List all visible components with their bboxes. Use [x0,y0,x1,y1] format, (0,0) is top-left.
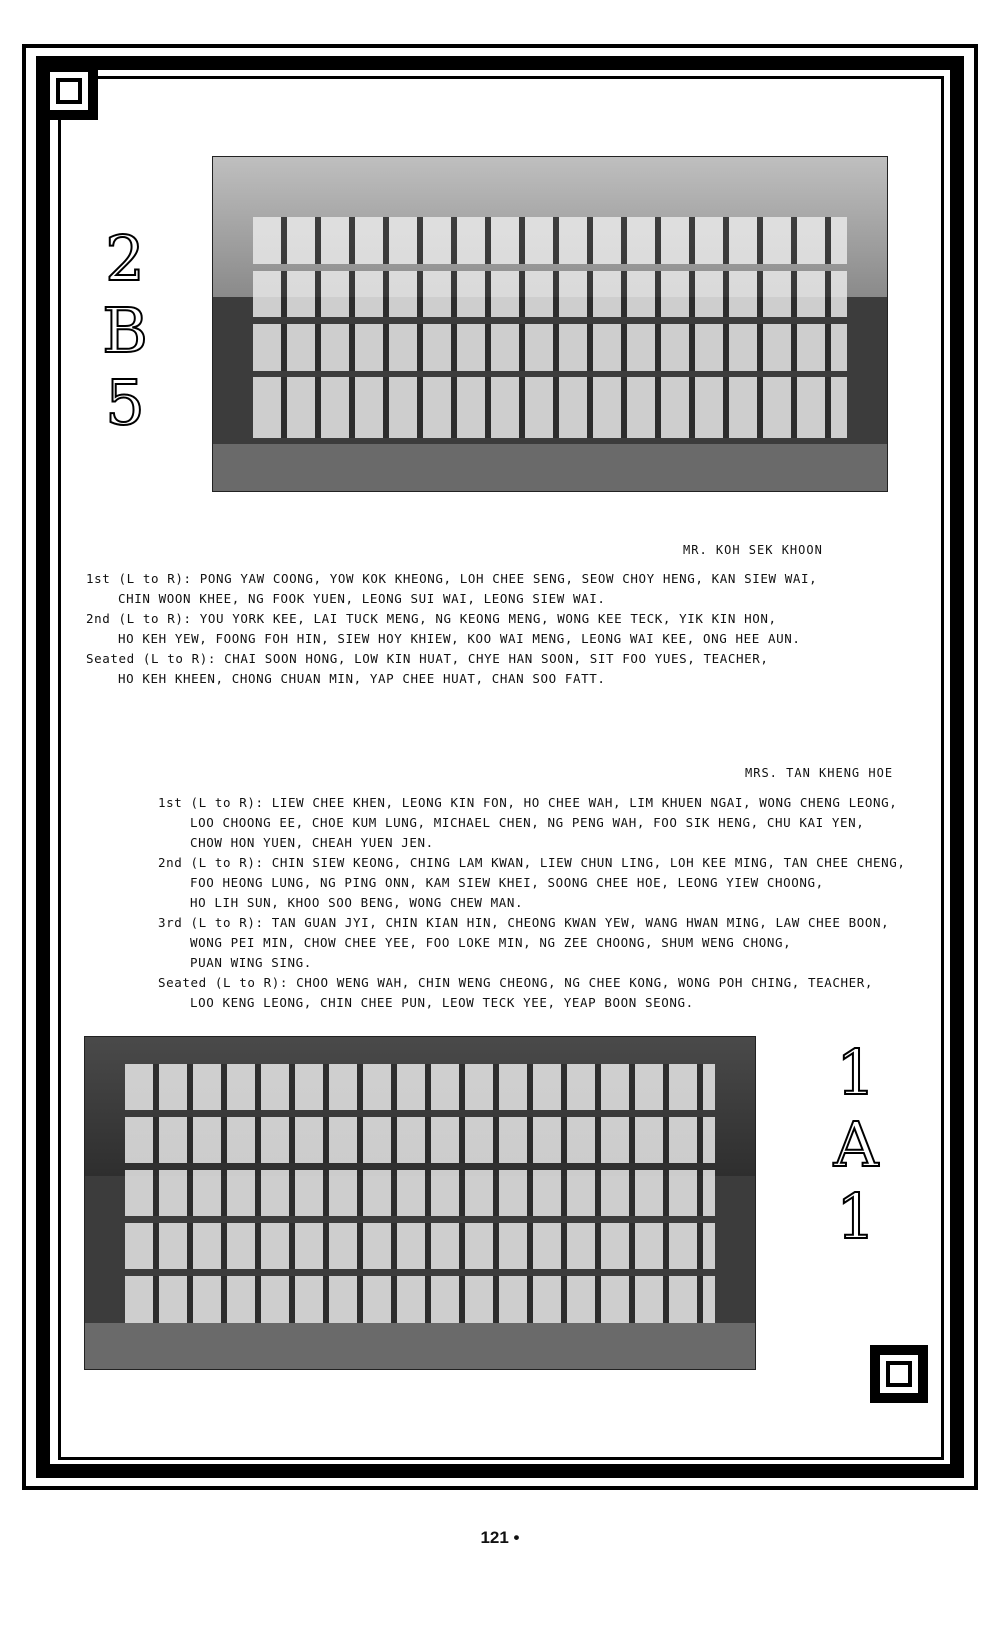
row-1st-cont: LOO CHOONG EE, CHOE KUM LUNG, MICHAEL CHEN, NG PENG WAH, FOO SIK HENG, CHU KAI YEN, [190,815,865,830]
class-2b5-label-number: 5 [105,366,145,439]
class-1a1-teacher: MRS. TAN KHENG HOE [745,766,894,780]
corner-ornament-top-left [40,62,98,120]
row-3rd-cont: WONG PEI MIN, CHOW CHEE YEE, FOO LOKE MIN, NG ZEE CHOONG, SHUM WENG CHONG, [190,935,792,950]
row-2nd-cont: HO KEH YEW, FOONG FOH HIN, SIEW HOY KHIEW, KOO WAI MENG, LEONG WAI KEE, ONG HEE AUN. [118,631,801,646]
row-1st-lead: 1st (L to R): PONG YAW COONG, YOW KOK KHEONG, LOH CHEE SENG, SEOW CHOY HENG, KAN SIEW WAI, [86,571,818,586]
row-1st-cont: CHOW HON YUEN, CHEAH YUEN JEN. [190,835,434,850]
class-1a1-label-number: 1 [836,1180,876,1253]
row-3rd-lead: 3rd (L to R): TAN GUAN JYI, CHIN KIAN HIN, CHEONG KWAN YEW, WANG HWAN MING, LAW CHEE BOON, [158,915,890,930]
row-2nd-cont: FOO HEONG LUNG, NG PING ONN, KAM SIEW KHEI, SOONG CHEE HOE, LEONG YIEW CHOONG, [190,875,824,890]
class-1a1-photo [84,1036,756,1370]
row-seated-lead: Seated (L to R): CHAI SOON HONG, LOW KIN HUAT, CHYE HAN SOON, SIT FOO YUES, TEACHER, [86,651,769,666]
class-1a1-label-digit: 1 [836,1036,876,1109]
row-2nd-lead: 2nd (L to R): YOU YORK KEE, LAI TUCK MENG, NG KEONG MENG, WONG KEE TECK, YIK KIN HON, [86,611,777,626]
row-3rd-cont: PUAN WING SING. [190,955,312,970]
corner-ornament-bottom-right [870,1345,928,1403]
class-1a1-label-letter: A [833,1108,879,1181]
row-seated-lead: Seated (L to R): CHOO WENG WAH, CHIN WENG CHEONG, NG CHEE KONG, WONG POH CHING, TEACHER, [158,975,874,990]
row-1st-cont: CHIN WOON KHEE, NG FOOK YUEN, LEONG SUI WAI, LEONG SIEW WAI. [118,591,606,606]
row-seated-cont: LOO KENG LEONG, CHIN CHEE PUN, LEOW TECK YEE, YEAP BOON SEONG. [190,995,694,1010]
row-1st-lead: 1st (L to R): LIEW CHEE KHEN, LEONG KIN FON, HO CHEE WAH, LIM KHUEN NGAI, WONG CHENG LEONG, [158,795,898,810]
page-number: 121 • [480,1528,520,1547]
class-2b5-teacher: MR. KOH SEK KHOON [683,543,823,557]
row-2nd-lead: 2nd (L to R): CHIN SIEW KEONG, CHING LAM KWAN, LIEW CHUN LING, LOH KEE MING, TAN CHEE CHENG, [158,855,906,870]
class-2b5-label-digit: 2 [105,222,145,295]
row-seated-cont: HO KEH KHEEN, CHONG CHUAN MIN, YAP CHEE HUAT, CHAN SOO FATT. [118,671,606,686]
class-1a1-name-list [158,793,906,1013]
class-2b5-photo [212,156,888,492]
class-2b5-label-letter: B [102,294,148,367]
row-2nd-cont: HO LIH SUN, KHOO SOO BENG, WONG CHEW MAN. [190,895,524,910]
class-2b5-name-list [86,569,817,689]
